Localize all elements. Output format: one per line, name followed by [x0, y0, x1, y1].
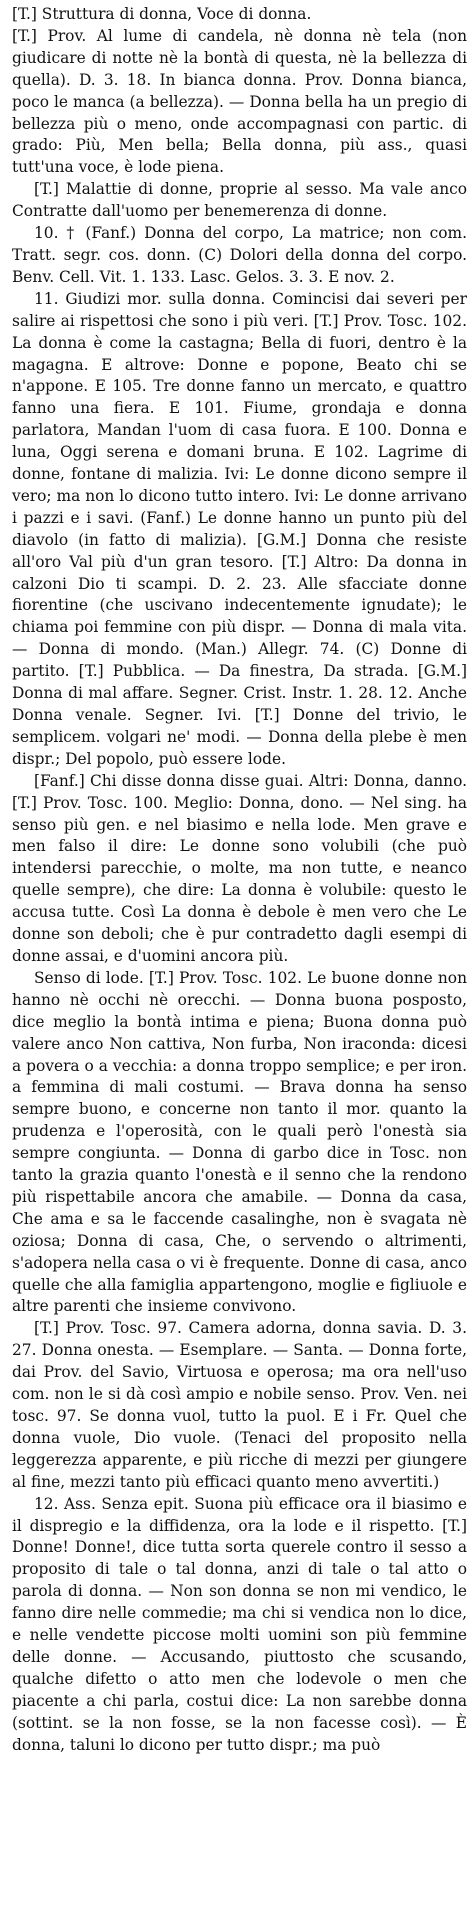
paragraph-camera-adorna: [T.] Prov. Tosc. 97. Camera adorna, donna savia. D. 3. 27. Donna onesta. — Esemplare. — Santa. — Donna forte, dai Prov. del Savio, Virtuosa e operosa; ma ora nell'uso com. non le si dà così ampio e nobile senso. Prov. Ven. nei tosc. 97. Se donna vuol, tutto la puol. E i Fr. Quel che donna vuole, Dio vuole. (Tenaci del proposito nella leggerezza apparente, e più ricche di mezzi per giungere al fine, mezzi tanto più efficaci quanto meno avvertiti.)	[12, 1319, 467, 1491]
text-line-voce: [T.] Struttura di donna, Voce di donna.	[12, 5, 312, 23]
paragraph-chi-disse-donna: [Fanf.] Chi disse donna disse guai. Altri: Donna, danno. [T.] Prov. Tosc. 100. Meglio: Donna, dono. — Nel sing. ha senso più gen. e nel biasimo e nella lode. Men grave e men falso il dire: Le donne sono volubili (che può intendersi parecchie, o molte, ma non tutte, e neanco quelle sempre), che dire: La donna è volubile: questo le accusa tutte. Così La donna è debole è men vero che Le donne son deboli; che è pur contradetto dagli esempi di donne assai, e d'uomini ancora più.	[12, 771, 467, 965]
paragraph-proverbs-beauty: [T.] Prov. Al lume di candela, nè donna nè tela (non giudicare di notte nè la bontà di questa, nè la bellezza di quella). D. 3. 18. In bianca donna. Prov. Donna bianca, poco le manca (a bellezza). — Donna bella ha un pregio di bellezza più o meno, onde accompagnasi con partic. di grado: Più, Men bella; Bella donna, più ass., quasi tutt'una voce, è lode piena.	[12, 26, 467, 177]
paragraph-section-10: 10. † (Fanf.) Donna del corpo, La matrice; non com. Tratt. segr. cos. donn. (C) Dolori della donna del corpo. Benv. Cell. Vit. 1. 133. Lasc. Gelos. 3. 3. E nov. 2.	[12, 224, 467, 286]
paragraph-malattie: [T.] Malattie di donne, proprie al sesso. Ma vale anco Contratte dall'uomo per benemerenza di donne.	[12, 180, 467, 221]
paragraph-senso-di-lode: Senso di lode. [T.] Prov. Tosc. 102. Le buone donne non hanno nè occhi nè orecchi. — Donna buona posposto, dice meglio la bontà intima e piena; Buona donna può valere anco Non cattiva, Non furba, Non iraconda: dicesi a povera o a vecchia: a donna troppo semplice; e per iron. a femmina di mali costumi. — Brava donna ha senso sempre buono, e concerne non tanto il mor. quanto la prudenza e l'operosità, con le quali però l'onestà sia sempre congiunta. — Donna di garbo dice in Tosc. non tanto la grazia quanto l'onestà e il senno che la rendono più rispettabile ancora che amabile. — Donna da casa, Che ama e sa le faccende casalinghe, non è svagata nè oziosa; Donna di casa, Che, o servendo o altrimenti, s'adopera nella casa o vi è frequente. Donne di casa, anco quelle che alla famiglia appartengono, moglie e figliuole e altre parenti che insieme convivono.	[12, 968, 467, 1316]
paragraph-section-12: 12. Ass. Senza epit. Suona più efficace ora il biasimo e il dispregio e la diffidenza, ora la lode e il rispetto. [T.] Donne! Donne!, dice tutta sorta querele contro il sesso a proposito di tale o tal donna, anzi di tale o tal atto o parola di donna. — Non son donna se non mi vendico, le fanno dire nelle commedie; ma chi si vendica non lo dice, e nelle vendette piccose molti uomini son più femmine delle donne. — Accusando, piuttosto che scusando, qualche difetto o atto men che lodevole o men che piacente a chi parla, costui dice: La non sarebbe donna (sottint. se la non fosse, se la non facesse così). — È donna, taluni lo dicono per tutto dispr.; ma può	[12, 1494, 467, 1754]
paragraph-section-11: 11. Giudizi mor. sulla donna. Comincisi dai severi per salire ai rispettosi che sono i più veri. [T.] Prov. Tosc. 102. La donna è come la castagna; Bella di fuori, dentro è la magagna. E altrove: Donne e popone, Beato chi se n'appone. E 105. Tre donne fanno un mercato, e quattro fanno una fiera. E 101. Fiume, grondaja e donna parlatora, Mandan l'uom di casa fuora. E 100. Donna e luna, Oggi serena e domani bruna. E 102. Lagrime di donne, fontane di malizia. Ivi: Le donne dicono sempre il vero; ma non lo dicono tutto intero. Ivi: Le donne arrivano i pazzi e i savi. (Fanf.) Le donne hanno un punto più del diavolo (in fatto di malizia). [G.M.] Donna che resiste all'oro Val più d'un gran tesoro. [T.] Altro: Da donna in calzoni Dio ti scampi. D. 2. 23. Alle sfacciate donne fiorentine (che uscivano indecentemente ignudate); le chiama poi femmine con più dispr. — Donna di mala vita. — Donna di mondo. (Man.) Allegr. 74. (C) Donne di partito. [T.] Pubblica. — Da finestra, Da strada. [G.M.] Donna di mal affare. Segner. Crist. Instr. 1. 28. 12. Anche Donna venale. Segner. Ivi. [T.] Donne del trivio, le semplicem. volgari ne' modi. — Donna della plebe è men dispr.; Del popolo, può essere lode.	[12, 289, 467, 768]
